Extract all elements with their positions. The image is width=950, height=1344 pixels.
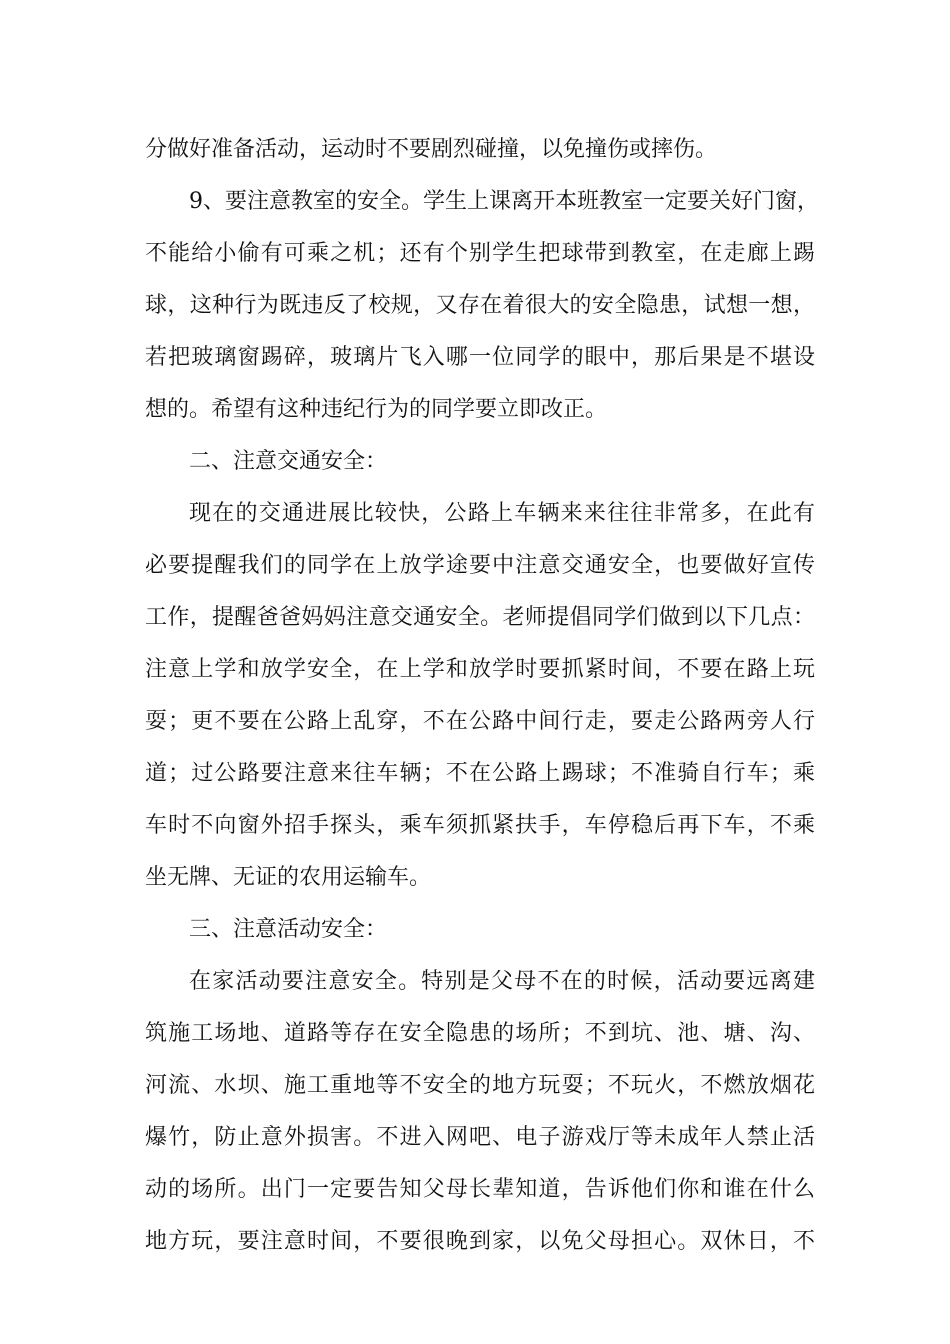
text-line: 9、要注意教室的安全。学生上课离开本班教室一定要关好门窗， — [189, 189, 819, 214]
text-line: 工作，提醒爸爸妈妈注意交通安全。老师提倡同学们做到以下几点： — [145, 605, 815, 630]
text-line: 注意上学和放学安全，在上学和放学时要抓紧时间，不要在路上玩 — [145, 657, 815, 682]
text-line: 若把玻璃窗踢碎，玻璃片飞入哪一位同学的眼中，那后果是不堪设 — [145, 345, 815, 370]
text-line: 坐无牌、无证的农用运输车。 — [145, 865, 432, 890]
text-line: 不能给小偷有可乘之机；还有个别学生把球带到教室，在走廊上踢 — [145, 241, 815, 266]
text-line: 动的场所。出门一定要告知父母长辈知道，告诉他们你和谁在什么 — [145, 1177, 815, 1202]
text-line: 必要提醒我们的同学在上放学途要中注意交通安全，也要做好宣传 — [145, 553, 815, 578]
body-text — [145, 124, 819, 1268]
text-line: 耍；更不要在公路上乱穿，不在公路中间行走，要走公路两旁人行 — [145, 709, 815, 734]
text-line: 现在的交通进展比较快，公路上车辆来来往往非常多，在此有 — [189, 501, 815, 526]
text-line: 在家活动要注意安全。特别是父母不在的时候，活动要远离建 — [189, 969, 815, 994]
text-line: 车时不向窗外招手探头，乘车须抓紧扶手，车停稳后再下车，不乘 — [145, 813, 815, 838]
text-line: 想的。希望有这种违纪行为的同学要立即改正。 — [145, 397, 608, 422]
text-line: 道；过公路要注意来往车辆；不在公路上踢球；不准骑自行车；乘 — [145, 761, 815, 786]
section-heading: 二、注意交通安全： — [189, 449, 388, 474]
text-line: 河流、水坝、施工重地等不安全的地方玩耍；不玩火，不燃放烟花 — [145, 1073, 815, 1098]
section-heading: 三、注意活动安全： — [189, 917, 388, 942]
text-line: 球，这种行为既违反了校规，又存在着很大的安全隐患，试想一想， — [145, 293, 815, 318]
text-line: 分做好准备活动，运动时不要剧烈碰撞，以免撞伤或摔伤。 — [145, 137, 718, 162]
text-line: 筑施工场地、道路等存在安全隐患的场所；不到坑、池、塘、沟、 — [145, 1021, 815, 1046]
text-line: 爆竹，防止意外损害。不进入网吧、电子游戏厅等未成年人禁止活 — [145, 1125, 815, 1150]
text-line: 地方玩，要注意时间，不要很晚到家，以免父母担心。双休日，不 — [145, 1229, 815, 1254]
